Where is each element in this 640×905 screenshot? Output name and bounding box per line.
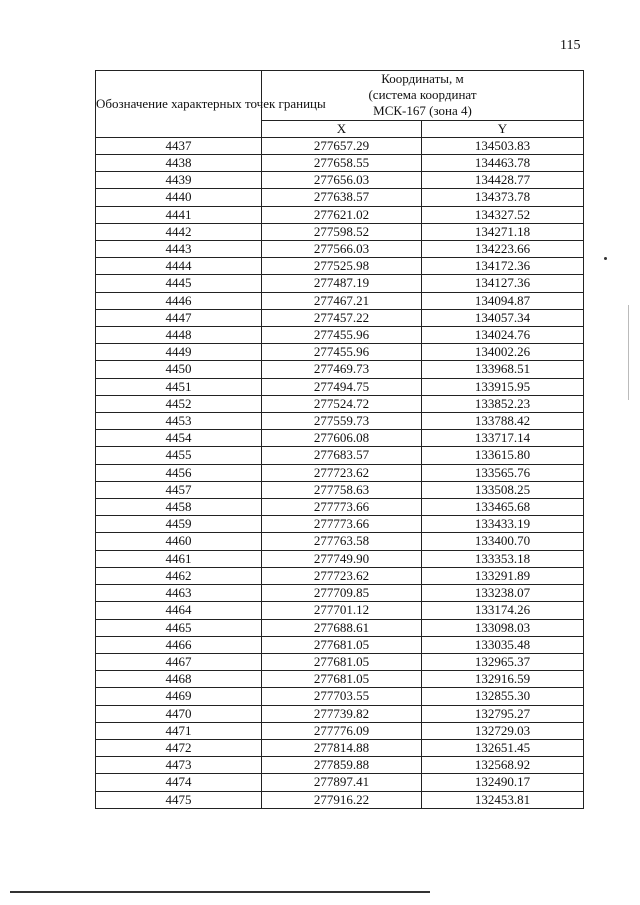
x-coordinate-cell: 277657.29 [262, 137, 422, 154]
table-row [96, 739, 584, 756]
y-coordinate-cell: 132453.81 [422, 791, 584, 808]
table-row [96, 172, 584, 189]
y-coordinate-cell: 132916.59 [422, 671, 584, 688]
point-cell: 4464 [96, 602, 262, 619]
page-number: 115 [560, 38, 581, 53]
table-row [96, 774, 584, 791]
point-cell: 4445 [96, 275, 262, 292]
coordinates-header-line-1: Координаты, м [381, 71, 464, 86]
point-cell: 4461 [96, 550, 262, 567]
point-cell: 4444 [96, 258, 262, 275]
table-row [96, 550, 584, 567]
y-coordinate-cell: 133098.03 [422, 619, 584, 636]
point-cell: 4474 [96, 774, 262, 791]
table-row [96, 671, 584, 688]
table-row [96, 533, 584, 550]
table-row [96, 516, 584, 533]
x-coordinate-cell: 277916.22 [262, 791, 422, 808]
y-coordinate-cell: 134057.34 [422, 309, 584, 326]
point-cell: 4453 [96, 413, 262, 430]
x-coordinate-cell: 277524.72 [262, 395, 422, 412]
y-coordinate-cell: 133565.76 [422, 464, 584, 481]
x-column-header: X [262, 120, 422, 137]
y-coordinate-cell: 133291.89 [422, 567, 584, 584]
x-coordinate-cell: 277457.22 [262, 309, 422, 326]
point-cell: 4465 [96, 619, 262, 636]
table-row [96, 791, 584, 808]
y-coordinate-cell: 133788.42 [422, 413, 584, 430]
coordinates-header-line-3: МСК-167 (зона 4) [373, 103, 472, 119]
x-coordinate-cell: 277467.21 [262, 292, 422, 309]
x-coordinate-cell: 277763.58 [262, 533, 422, 550]
y-coordinate-cell: 133174.26 [422, 602, 584, 619]
x-coordinate-cell: 277683.57 [262, 447, 422, 464]
x-coordinate-cell: 277723.62 [262, 567, 422, 584]
table-row [96, 602, 584, 619]
x-coordinate-cell: 277566.03 [262, 241, 422, 258]
point-cell: 4463 [96, 585, 262, 602]
y-coordinate-cell: 133400.70 [422, 533, 584, 550]
table-row [96, 705, 584, 722]
y-coordinate-cell: 133508.25 [422, 481, 584, 498]
point-cell: 4446 [96, 292, 262, 309]
y-coordinate-cell: 132729.03 [422, 722, 584, 739]
y-coordinate-cell: 132965.37 [422, 653, 584, 670]
x-coordinate-cell: 277455.96 [262, 327, 422, 344]
y-coordinate-cell: 132795.27 [422, 705, 584, 722]
table-row [96, 636, 584, 653]
x-coordinate-cell: 277681.05 [262, 636, 422, 653]
y-coordinate-cell: 134428.77 [422, 172, 584, 189]
y-coordinate-cell: 132855.30 [422, 688, 584, 705]
y-coordinate-cell: 134024.76 [422, 327, 584, 344]
x-coordinate-cell: 277638.57 [262, 189, 422, 206]
x-coordinate-cell: 277709.85 [262, 585, 422, 602]
y-coordinate-cell: 133353.18 [422, 550, 584, 567]
margin-line [628, 305, 629, 400]
x-coordinate-cell: 277758.63 [262, 481, 422, 498]
y-coordinate-cell: 134327.52 [422, 206, 584, 223]
point-cell: 4449 [96, 344, 262, 361]
y-coordinate-cell: 133968.51 [422, 361, 584, 378]
footer-rule [10, 891, 430, 893]
point-cell: 4455 [96, 447, 262, 464]
point-cell: 4450 [96, 361, 262, 378]
table-row [96, 567, 584, 584]
table-row [96, 481, 584, 498]
y-coordinate-cell: 132651.45 [422, 739, 584, 756]
coordinates-header-line-2: (система координат [368, 87, 477, 103]
table-row [96, 258, 584, 275]
point-cell: 4468 [96, 671, 262, 688]
y-coordinate-cell: 134503.83 [422, 137, 584, 154]
x-coordinate-cell: 277773.66 [262, 499, 422, 516]
x-coordinate-cell: 277859.88 [262, 757, 422, 774]
table-row [96, 189, 584, 206]
table-row [96, 223, 584, 240]
coordinates-table [95, 70, 584, 809]
x-coordinate-cell: 277656.03 [262, 172, 422, 189]
x-coordinate-cell: 277487.19 [262, 275, 422, 292]
table-row [96, 585, 584, 602]
table-row [96, 413, 584, 430]
y-coordinate-cell: 133238.07 [422, 585, 584, 602]
point-cell: 4448 [96, 327, 262, 344]
point-cell: 4458 [96, 499, 262, 516]
point-cell: 4442 [96, 223, 262, 240]
point-cell: 4475 [96, 791, 262, 808]
point-cell: 4469 [96, 688, 262, 705]
point-cell: 4438 [96, 155, 262, 172]
point-cell: 4460 [96, 533, 262, 550]
x-coordinate-cell: 277606.08 [262, 430, 422, 447]
x-coordinate-cell: 277469.73 [262, 361, 422, 378]
point-cell: 4456 [96, 464, 262, 481]
table-row [96, 309, 584, 326]
x-coordinate-cell: 277814.88 [262, 739, 422, 756]
x-coordinate-cell: 277455.96 [262, 344, 422, 361]
point-cell: 4439 [96, 172, 262, 189]
y-coordinate-cell: 134172.36 [422, 258, 584, 275]
y-coordinate-cell: 133433.19 [422, 516, 584, 533]
y-coordinate-cell: 134002.26 [422, 344, 584, 361]
table-row [96, 327, 584, 344]
table-row [96, 378, 584, 395]
table-row [96, 395, 584, 412]
point-cell: 4470 [96, 705, 262, 722]
point-designation-header: Обозначение характерных точек границы [96, 71, 262, 138]
point-cell: 4447 [96, 309, 262, 326]
point-cell: 4459 [96, 516, 262, 533]
point-cell: 4472 [96, 739, 262, 756]
point-cell: 4471 [96, 722, 262, 739]
table-row [96, 275, 584, 292]
x-coordinate-cell: 277559.73 [262, 413, 422, 430]
y-coordinate-cell: 133035.48 [422, 636, 584, 653]
x-coordinate-cell: 277739.82 [262, 705, 422, 722]
y-column-header: Y [422, 120, 584, 137]
table-row [96, 722, 584, 739]
y-coordinate-cell: 134223.66 [422, 241, 584, 258]
y-coordinate-cell: 133465.68 [422, 499, 584, 516]
table-row [96, 757, 584, 774]
table-row [96, 430, 584, 447]
x-coordinate-cell: 277701.12 [262, 602, 422, 619]
y-coordinate-cell: 133915.95 [422, 378, 584, 395]
point-cell: 4451 [96, 378, 262, 395]
point-cell: 4473 [96, 757, 262, 774]
x-coordinate-cell: 277681.05 [262, 653, 422, 670]
x-coordinate-cell: 277681.05 [262, 671, 422, 688]
point-cell: 4462 [96, 567, 262, 584]
point-cell: 4467 [96, 653, 262, 670]
y-coordinate-cell: 133615.80 [422, 447, 584, 464]
point-cell: 4443 [96, 241, 262, 258]
table-row [96, 137, 584, 154]
table-row [96, 619, 584, 636]
y-coordinate-cell: 134094.87 [422, 292, 584, 309]
table-row [96, 361, 584, 378]
point-cell: 4452 [96, 395, 262, 412]
stray-dot [604, 257, 607, 260]
point-cell: 4457 [96, 481, 262, 498]
table-row [96, 447, 584, 464]
coordinates-table-body [96, 137, 584, 808]
x-coordinate-cell: 277776.09 [262, 722, 422, 739]
x-coordinate-cell: 277621.02 [262, 206, 422, 223]
table-row [96, 292, 584, 309]
point-cell: 4437 [96, 137, 262, 154]
y-coordinate-cell: 134373.78 [422, 189, 584, 206]
x-coordinate-cell: 277494.75 [262, 378, 422, 395]
x-coordinate-cell: 277598.52 [262, 223, 422, 240]
table-row [96, 464, 584, 481]
table-row [96, 653, 584, 670]
table-row [96, 344, 584, 361]
y-coordinate-cell: 132568.92 [422, 757, 584, 774]
x-coordinate-cell: 277749.90 [262, 550, 422, 567]
point-cell: 4466 [96, 636, 262, 653]
point-cell: 4441 [96, 206, 262, 223]
table-row [96, 688, 584, 705]
x-coordinate-cell: 277773.66 [262, 516, 422, 533]
table-row [96, 155, 584, 172]
y-coordinate-cell: 134463.78 [422, 155, 584, 172]
x-coordinate-cell: 277688.61 [262, 619, 422, 636]
x-coordinate-cell: 277658.55 [262, 155, 422, 172]
point-cell: 4440 [96, 189, 262, 206]
y-coordinate-cell: 134271.18 [422, 223, 584, 240]
y-coordinate-cell: 133852.23 [422, 395, 584, 412]
x-coordinate-cell: 277897.41 [262, 774, 422, 791]
table-row [96, 499, 584, 516]
y-coordinate-cell: 132490.17 [422, 774, 584, 791]
y-coordinate-cell: 133717.14 [422, 430, 584, 447]
table-row [96, 241, 584, 258]
point-cell: 4454 [96, 430, 262, 447]
y-coordinate-cell: 134127.36 [422, 275, 584, 292]
x-coordinate-cell: 277525.98 [262, 258, 422, 275]
x-coordinate-cell: 277723.62 [262, 464, 422, 481]
table-row [96, 206, 584, 223]
x-coordinate-cell: 277703.55 [262, 688, 422, 705]
